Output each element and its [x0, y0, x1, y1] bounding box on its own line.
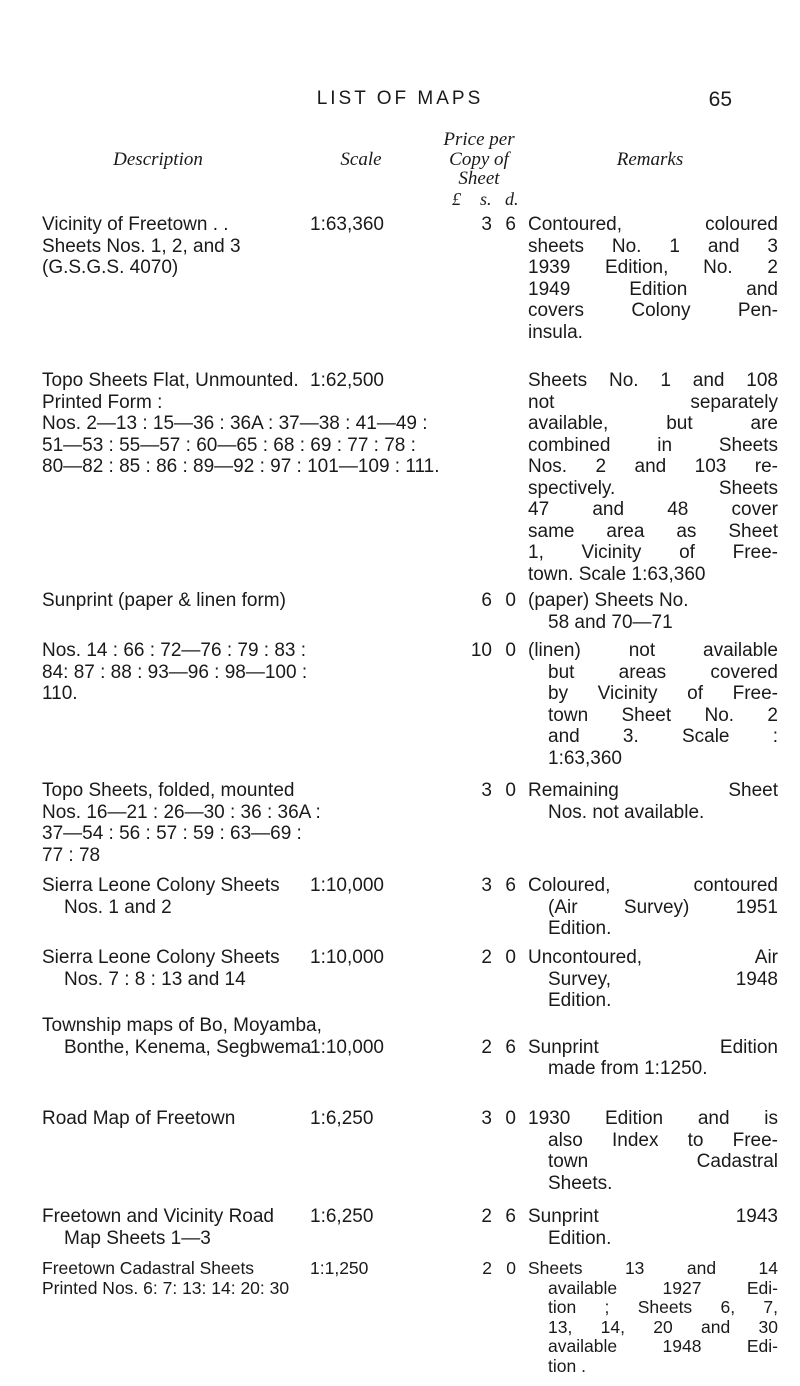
remarks-line: not separately: [528, 391, 778, 413]
description-line: Nos. 16—21 : 26—30 : 36 : 36A :: [42, 801, 321, 823]
col-head-remarks: Remarks: [616, 149, 684, 170]
entry-remarks: [528, 1037, 778, 1080]
description-line: Vicinity of Freetown . .: [42, 214, 229, 235]
remarks-line: sheets No. 1 and 3: [528, 235, 778, 257]
remarks-line: 1939 Edition, No. 2: [528, 257, 778, 278]
description-line: Nos. 7 : 8 : 13 and 14: [64, 968, 246, 990]
col-head-price-1: Price per: [443, 129, 515, 150]
entry-scale: 1:6,250: [310, 1206, 374, 1227]
price-pence: 6: [505, 1206, 516, 1227]
entry-remarks: [528, 780, 778, 823]
remarks-line: covers Colony Pen-: [528, 300, 778, 321]
entry-description: [42, 590, 502, 612]
description-line: 80—82 : 85 : 86 : 89—92 : 97 : 101—109 : 111.: [42, 456, 440, 477]
description-line: 84: 87 : 88 : 93—96 : 98—100 :: [42, 661, 308, 683]
remarks-line: 1949 Edition and: [528, 278, 778, 300]
entry-description: [42, 947, 502, 990]
description-line: Nos. 1 and 2: [64, 896, 172, 918]
col-head-pounds: £: [452, 189, 461, 209]
price-shillings: 2: [482, 1258, 492, 1278]
remarks-line: 1:63,360: [548, 747, 622, 769]
col-head-shillings: s.: [480, 189, 492, 209]
description-line: 37—54 : 56 : 57 : 59 : 63—69 :: [42, 823, 302, 844]
col-head-pence: d.: [505, 189, 519, 209]
page-header: [0, 88, 800, 118]
remarks-line: and 3. Scale :: [548, 726, 778, 747]
description-line: Sunprint (paper & linen form): [42, 590, 286, 611]
price-shillings: 2: [481, 1206, 492, 1227]
remarks-line: Sheets.: [548, 1172, 613, 1194]
running-title: LIST OF MAPS: [316, 88, 484, 109]
entry-scale: 1:6,250: [310, 1108, 374, 1129]
price-shillings: 10: [470, 640, 492, 661]
remarks-line: Sheets 13 and 14: [528, 1258, 778, 1278]
remarks-line: Edition.: [548, 990, 612, 1011]
remarks-line: Nos. 2 and 103 re-: [528, 456, 778, 477]
description-line: Map Sheets 1—3: [64, 1227, 211, 1249]
remarks-line: combined in Sheets: [528, 434, 778, 456]
price-pence: 0: [505, 947, 516, 968]
remarks-line: town Sheet No. 2: [548, 704, 778, 726]
description-line: Printed Nos. 6: 7: 13: 14: 20: 30: [42, 1277, 290, 1298]
entry-description: [42, 1259, 502, 1298]
price-shillings: 3: [481, 214, 492, 235]
remarks-line: Remaining Sheet: [528, 780, 778, 801]
remarks-line: Contoured, coloured: [528, 214, 778, 235]
price-shillings: 6: [481, 590, 492, 611]
description-line: Nos. 2—13 : 15—36 : 36A : 37—38 : 41—49 :: [42, 413, 428, 434]
remarks-line: tion ; Sheets 6, 7,: [548, 1297, 778, 1317]
remarks-line: 1930 Edition and is: [528, 1108, 778, 1129]
description-line: Sierra Leone Colony Sheets: [42, 947, 280, 968]
col-head-description: Description: [113, 149, 203, 170]
remarks-line: same area as Sheet: [528, 520, 778, 542]
remarks-line: Sunprint 1943: [528, 1206, 778, 1227]
entry-scale: 1:10,000: [310, 875, 384, 896]
remarks-line: available 1927 Edi-: [548, 1277, 778, 1298]
remarks-line: 13, 14, 20 and 30: [548, 1316, 778, 1337]
entry-scale: 1:1,250: [310, 1258, 369, 1278]
remarks-line: Coloured, contoured: [528, 875, 778, 896]
price-shillings: 2: [481, 947, 492, 968]
remarks-line: Uncontoured, Air: [528, 947, 778, 968]
entry-remarks: [528, 1108, 778, 1194]
description-line: Road Map of Freetown: [42, 1108, 236, 1129]
price-pence: 0: [505, 590, 516, 611]
remarks-line: available 1948 Edi-: [548, 1336, 778, 1356]
description-line: Nos. 14 : 66 : 72—76 : 79 : 83 :: [42, 640, 307, 661]
entry-remarks: [528, 1259, 778, 1376]
description-line: Bonthe, Kenema, Segbwema: [64, 1036, 312, 1058]
remarks-line: town Cadastral: [548, 1151, 778, 1172]
entry-remarks: [528, 640, 778, 769]
remarks-line: 58 and 70—71: [548, 611, 673, 633]
description-line: Sheets Nos. 1, 2, and 3: [42, 235, 241, 257]
entry-description: [42, 875, 502, 918]
description-line: Sierra Leone Colony Sheets: [42, 875, 280, 896]
price-pence: 6: [505, 214, 516, 235]
remarks-line: Nos. not available.: [548, 801, 705, 823]
entry-remarks: [528, 214, 778, 343]
col-head-price-3: Sheet: [458, 168, 500, 189]
price-shillings: 2: [481, 1036, 492, 1058]
price-pence: 0: [505, 1108, 516, 1129]
price-shillings: 3: [481, 780, 492, 801]
price-pence: 0: [506, 1258, 516, 1278]
remarks-line: Edition.: [548, 1227, 612, 1249]
description-line: Freetown Cadastral Sheets: [42, 1258, 255, 1278]
description-line: Printed Form :: [42, 391, 163, 413]
col-head-scale: Scale: [340, 149, 382, 170]
remarks-line: Survey, 1948: [548, 968, 778, 990]
remarks-line: Edition.: [548, 918, 612, 939]
entry-description: [42, 1108, 502, 1130]
description-line: 51—53 : 55—57 : 60—65 : 68 : 69 : 77 : 78 :: [42, 434, 416, 456]
description-line: Freetown and Vicinity Road: [42, 1206, 274, 1227]
price-pence: 0: [505, 780, 516, 801]
price-shillings: 3: [481, 1108, 492, 1129]
remarks-line: spectively. Sheets: [528, 477, 778, 499]
entry-remarks: [528, 370, 778, 585]
entry-remarks: [528, 875, 778, 940]
description-line: 77 : 78: [42, 844, 101, 866]
remarks-line: 47 and 48 cover: [528, 499, 778, 520]
entry-remarks: [528, 590, 778, 633]
remarks-line: but areas covered: [548, 661, 778, 683]
entry-description: [42, 780, 502, 866]
col-head-price-2: Copy of: [449, 149, 509, 170]
page-number: 65: [708, 88, 732, 111]
remarks-line: tion .: [548, 1355, 586, 1376]
remarks-line: made from 1:1250.: [548, 1058, 708, 1079]
entry-scale: 1:63,360: [310, 214, 384, 235]
entry-description: [42, 640, 502, 705]
remarks-line: insula.: [528, 321, 583, 343]
remarks-line: Sheets No. 1 and 108: [528, 370, 778, 391]
remarks-line: (linen) not available: [528, 640, 778, 661]
description-line: 110.: [42, 683, 78, 704]
price-pence: 6: [505, 875, 516, 896]
price-pence: 6: [505, 1036, 516, 1058]
remarks-line: Sunprint Edition: [528, 1036, 778, 1058]
entry-description: [42, 1015, 502, 1058]
description-line: Township maps of Bo, Moyamba,: [42, 1015, 322, 1036]
remarks-line: by Vicinity of Free-: [548, 683, 778, 704]
remarks-line: town. Scale 1:63,360: [528, 563, 706, 585]
entry-description: [42, 1206, 502, 1249]
description-line: (G.S.G.S. 4070): [42, 257, 179, 278]
price-shillings: 3: [481, 875, 492, 896]
entry-remarks: [528, 947, 778, 1012]
remarks-line: 1, Vicinity of Free-: [528, 542, 778, 563]
entry-description: [42, 214, 502, 279]
description-line: Topo Sheets, folded, mounted: [42, 780, 295, 801]
remarks-line: available, but are: [528, 413, 778, 434]
entry-scale: 1:10,000: [310, 1036, 384, 1058]
entry-description: [42, 370, 502, 478]
remarks-line: also Index to Free-: [548, 1129, 778, 1151]
description-line: Topo Sheets Flat, Unmounted.: [42, 370, 299, 391]
price-pence: 0: [505, 640, 516, 661]
entry-remarks: [528, 1206, 778, 1249]
remarks-line: (paper) Sheets No.: [528, 590, 689, 611]
entry-scale: 1:62,500: [310, 370, 384, 391]
entry-scale: 1:10,000: [310, 947, 384, 968]
remarks-line: (Air Survey) 1951: [548, 896, 778, 918]
